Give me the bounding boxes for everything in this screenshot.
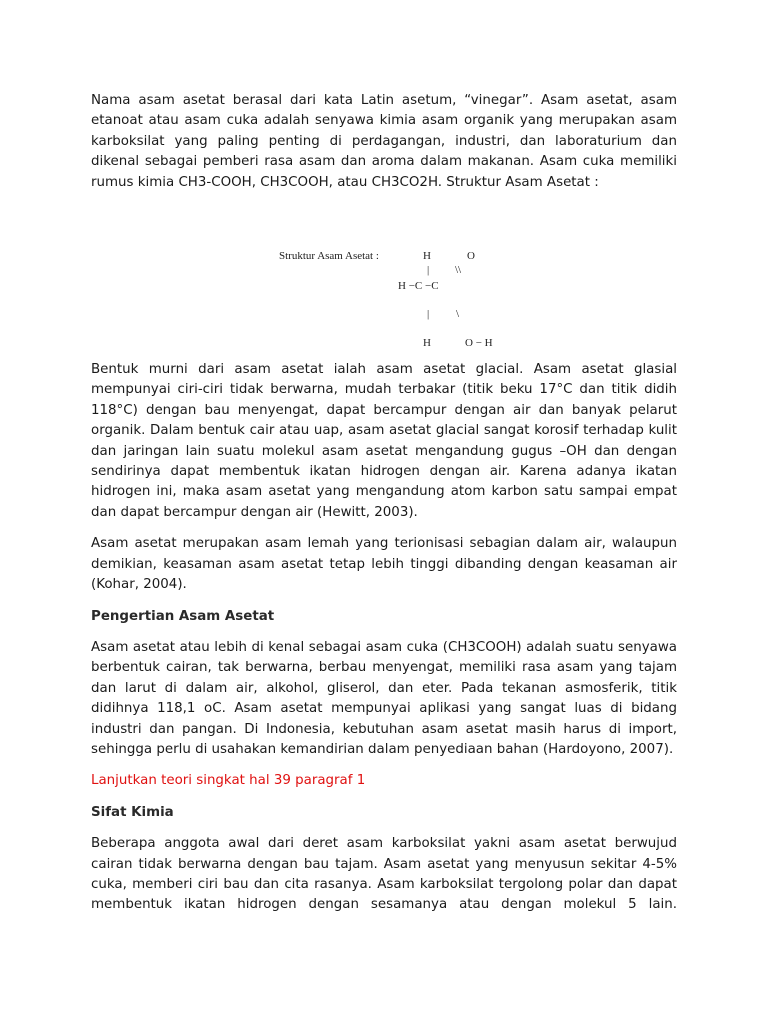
atom-top-o: O xyxy=(467,250,475,263)
paragraph-pengertian: Asam asetat atau lebih di kenal sebagai asam cuka (CH3COOH) adalah suatu senyawa berbentuk cairan, tak berwarna, berbau menyengat, memiliki rasa asam yang tajam dan larut di dalam air, alkohol, gliserol, dan eter. Pada tekanan asmosferik, titik didihnya 118,1 oC. Asam asetat mempunyai aplikasi yang sangat luas di bidang industri dan pangan. Di Indonesia, kebutuhan asam asetat masih harus di import, sehingga perlu di usahakan kemandirian dalam penyediaan bahan (Hardoyono, 2007). xyxy=(91,639,677,757)
bond-down: | xyxy=(427,308,430,321)
bond-double: \\ xyxy=(455,264,462,277)
heading-sifat-kimia: Sifat Kimia xyxy=(91,804,174,820)
bond-diagonal: \ xyxy=(456,308,460,321)
paragraph-weak-acid: Asam asetat merupakan asam lemah yang terionisasi sebagian dalam air, walaupun demikian, keasaman asam asetat tetap lebih tinggi dibanding dengan keasaman air (Kohar, 2004). xyxy=(91,536,677,593)
document-body xyxy=(91,91,677,927)
heading-pengertian: Pengertian Asam Asetat xyxy=(91,608,275,624)
atom-bottom-h: H xyxy=(423,337,431,350)
bond-up: | xyxy=(427,264,430,277)
atom-top-h: H xyxy=(423,250,431,263)
carbon-chain: H −C −C xyxy=(398,280,439,293)
paragraph-glacial: Bentuk murni dari asam asetat ialah asam asetat glacial. Asam asetat glasial mempunyai ciri-ciri tidak berwarna, mudah terbakar (titik beku 17°C dan titik didih 118°C) dengan bau menyengat, dapat bercampur dengan air dan banyak pelarut organik. Dalam bentuk cair atau uap, asam asetat glacial sangat korosif terhadap kulit dan jaringan lain suatu molekul asam asetat mengandung gugus –OH dan dengan sendirinya dapat membentuk ikatan hidrogen dengan air. Karena adanya ikatan hidrogen ini, maka asam asetat yang mengandung atom karbon satu sampai empat dan dapat bercampur dengan air (Hewitt, 2003). xyxy=(91,362,677,520)
hydroxyl-group: O − H xyxy=(465,337,493,350)
paragraph-intro: Nama asam asetat berasal dari kata Latin asetum, “vinegar”. Asam asetat, asam etanoat atau asam cuka adalah senyawa kimia asam organik yang merupakan asam karboksilat yang paling penting di perdagangan, industri, dan laboraturium dan dikenal sebagai pemberi rasa asam dan aroma dalam makanan. Asam cuka memiliki rumus kimia CH3-COOH, CH3COOH, atau CH3CO2H. Struktur Asam Asetat : xyxy=(91,93,677,190)
figure-label: Struktur Asam Asetat : xyxy=(279,250,379,263)
red-note: Lanjutkan teori singkat hal 39 paragraf 1 xyxy=(91,773,366,789)
acetic-acid-structure-figure xyxy=(91,204,677,360)
paragraph-sifat-kimia: Beberapa anggota awal dari deret asam karboksilat yakni asam asetat berwujud cairan tidak berwarna dengan bau tajam. Asam asetat yang menyusun sekitar 4-5% cuka, memberi ciri bau dan cita rasanya. Asam karboksilat tergolong polar dan dapat membentuk ikatan hidrogen dengan sesamanya atau dengan molekul 5 lain. xyxy=(91,836,677,913)
